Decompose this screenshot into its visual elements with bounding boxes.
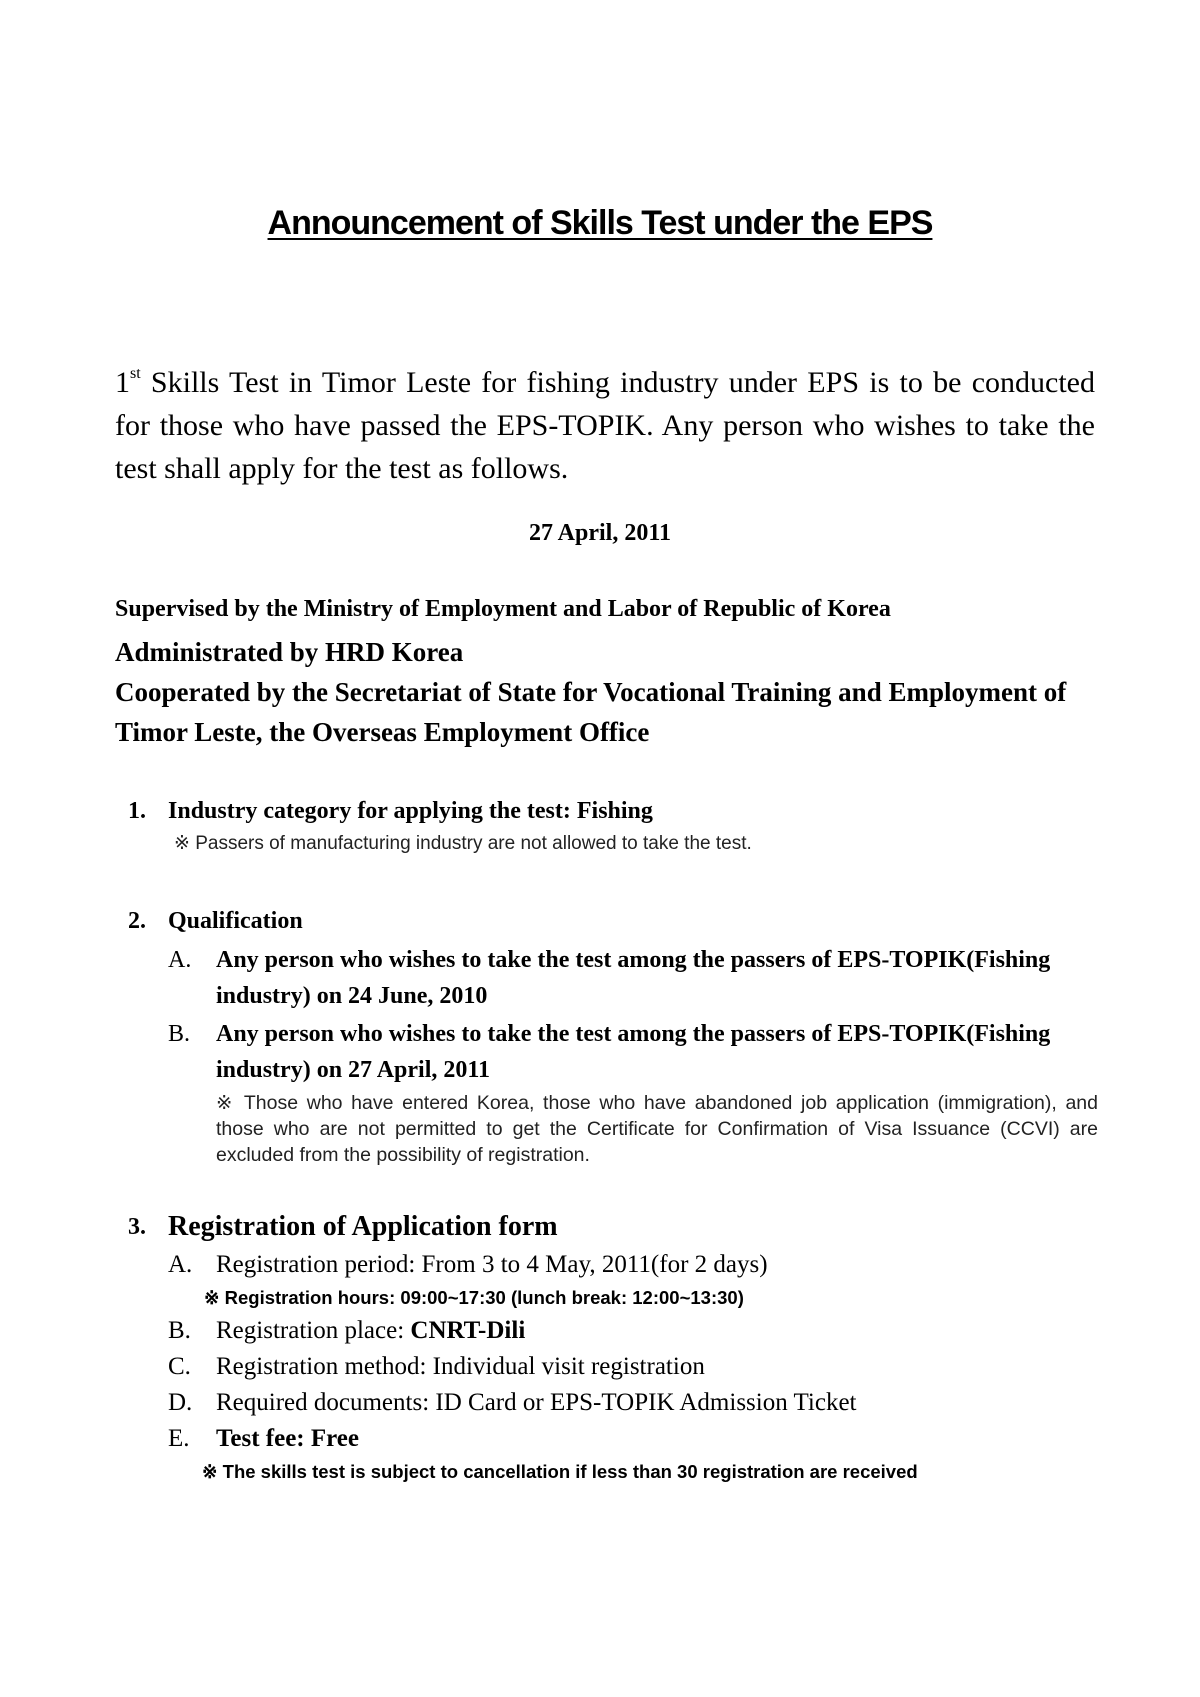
cancellation-note: ※ The skills test is subject to cancellation if less than 30 registration are received (202, 1461, 918, 1482)
organizations-block (115, 632, 1075, 752)
list-item-value: Test fee: Free (216, 1425, 359, 1452)
list-item-text: Required documents: ID Card or EPS-TOPIK Admission Ticket (216, 1389, 857, 1416)
section-note: ※ Passers of manufacturing industry are not allowed to take the test. (174, 833, 752, 854)
supervised-by-line: Supervised by the Ministry of Employment and Labor of Republic of Korea (115, 596, 891, 622)
cooperated-by-line: Cooperated by the Secretariat of State for Vocational Training and Employment of Timor Leste, the Overseas Employment Office (115, 677, 1067, 747)
list-item-letter: B. (168, 1317, 191, 1344)
section-number: 2. (128, 908, 146, 934)
list-item (168, 1016, 1096, 1088)
section-note: ※ Those who have entered Korea, those who have abandoned job application (immigration), and those who are not permitted to get the Certificate for Confirmation of Visa Issuance (CCVI) are excluded from the possibility of registration. (216, 1092, 1098, 1166)
list-item (168, 1247, 1098, 1283)
document-title: Announcement of Skills Test under the EPS (267, 204, 933, 242)
list-item (168, 1385, 1098, 1421)
list-item-text: Any person who wishes to take the test among the passers of EPS-TOPIK(Fishing industry) on 27 April, 2011 (216, 1021, 1051, 1083)
list-item-letter: D. (168, 1389, 193, 1416)
list-item (168, 1421, 1098, 1457)
list-item (168, 942, 1096, 1014)
list-item-letter: E. (168, 1425, 190, 1452)
section-number: 1. (128, 798, 146, 824)
list-item-letter: A. (168, 1251, 193, 1278)
registration-hours-note: ※ Registration hours: 09:00~17:30 (lunch break: 12:00~13:30) (204, 1287, 744, 1308)
intro-paragraph (115, 352, 1095, 490)
list-item-value: CNRT-Dili (410, 1317, 526, 1344)
intro-text: Skills Test in Timor Leste for fishing industry under EPS is to be conducted for those who have passed the EPS-TOPIK. Any person who wishes to take the test shall apply for the test as follows. (115, 366, 1095, 485)
list-item-text: Registration method: Individual visit registration (216, 1353, 705, 1380)
section-heading: Qualification (168, 908, 303, 934)
list-item-label: Registration place: (216, 1317, 411, 1344)
list-item-text: Registration period: From 3 to 4 May, 2011(for 2 days) (216, 1251, 768, 1278)
list-item-text: Any person who wishes to take the test among the passers of EPS-TOPIK(Fishing industry) on 24 June, 2010 (216, 947, 1051, 1009)
list-item (168, 1313, 1098, 1349)
section-industry-category (128, 794, 1098, 858)
announcement-date: 27 April, 2011 (528, 520, 672, 546)
list-item-letter: C. (168, 1353, 191, 1380)
section-heading: Registration of Application form (168, 1211, 558, 1242)
section-registration (128, 1207, 1098, 1487)
list-item-letter: B. (168, 1021, 191, 1047)
administrated-by-line: Administrated by HRD Korea (115, 637, 464, 667)
section-number: 3. (128, 1214, 146, 1240)
list-item (168, 1349, 1098, 1385)
intro-ordinal-number: 1 (115, 366, 130, 399)
section-heading: Industry category for applying the test: Fishing (168, 798, 653, 824)
list-item-letter: A. (168, 947, 192, 973)
section-qualification (128, 904, 1098, 1168)
intro-ordinal-suffix: st (130, 365, 141, 382)
